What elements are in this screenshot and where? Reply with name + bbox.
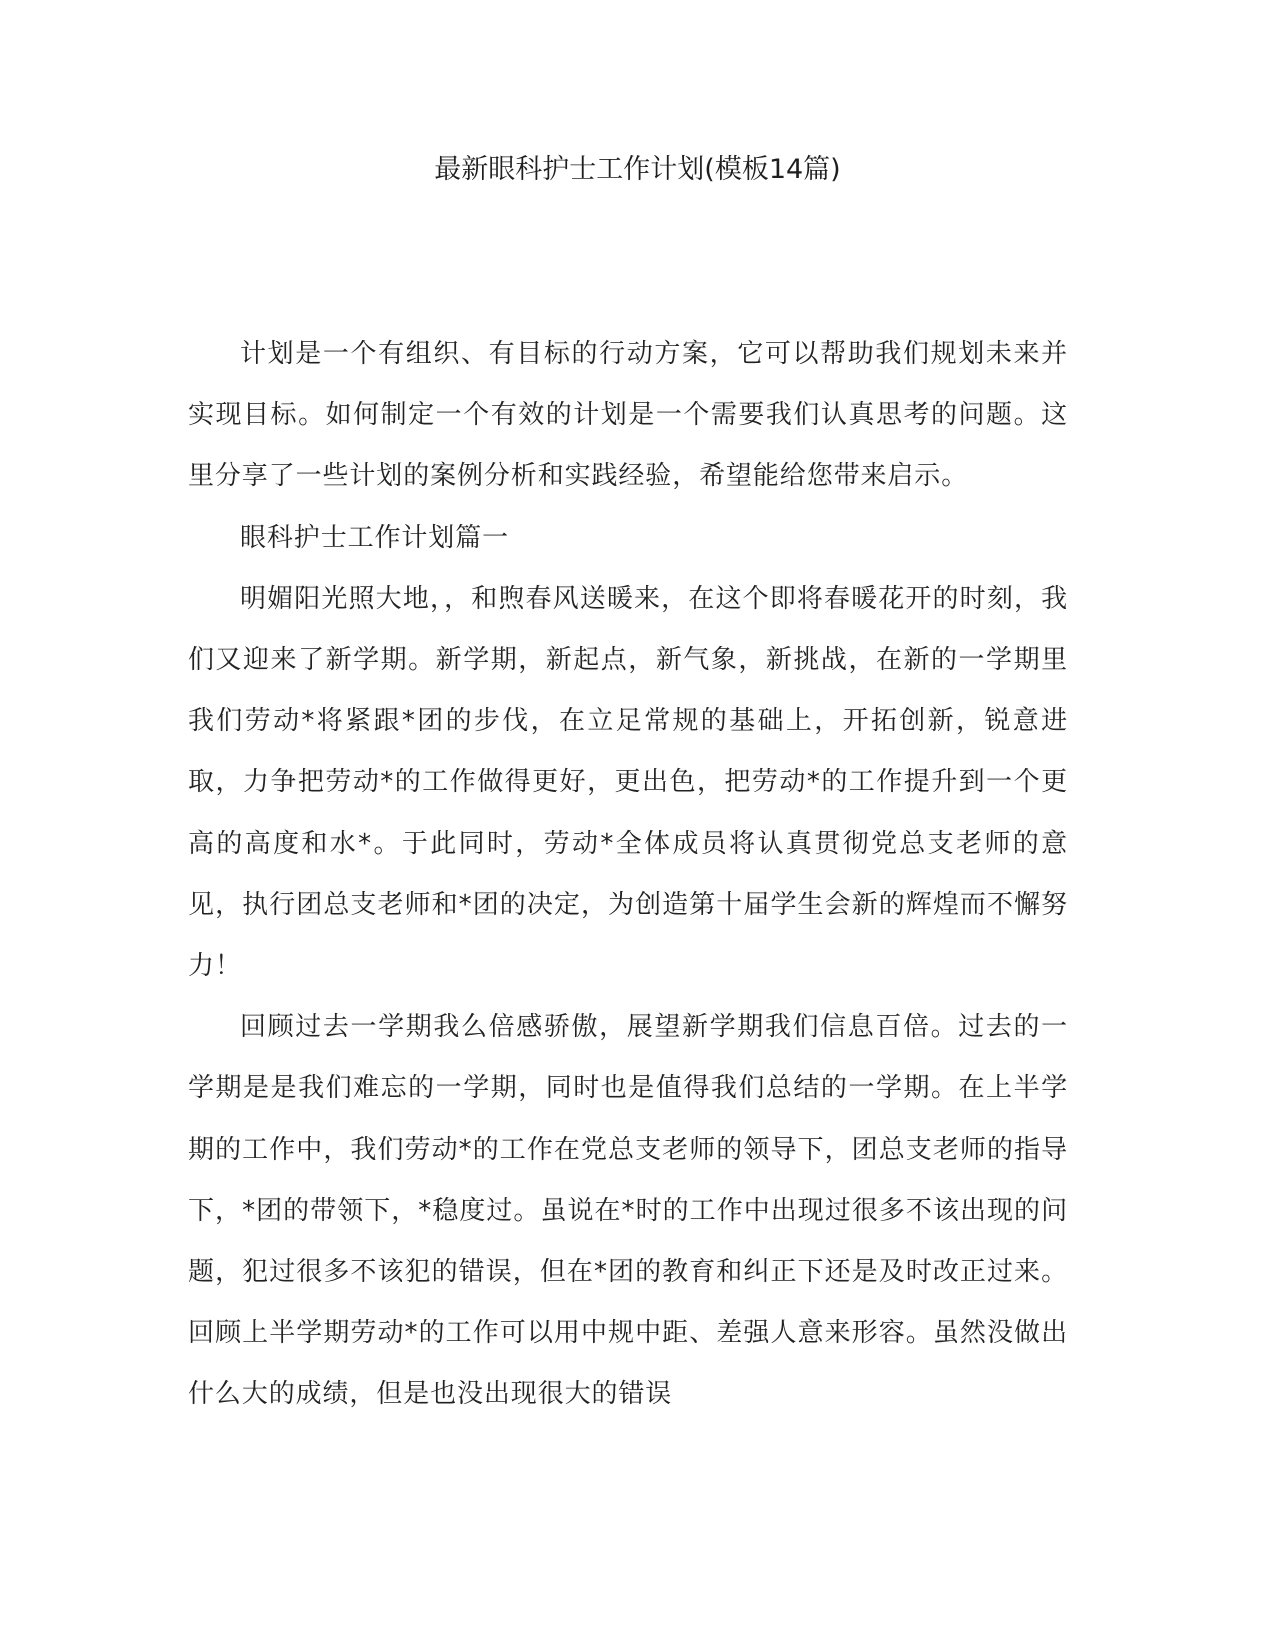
section-heading: 眼科护士工作计划篇一 [240, 522, 510, 553]
document-title: 最新眼科护士工作计划(模板14篇) [434, 154, 841, 185]
document-body [188, 324, 1068, 1426]
body-paragraph: 回顾过去一学期我么倍感骄傲，展望新学期我们信息百倍。过去的一学期是是我们难忘的一学期，同时也是值得我们总结的一学期。在上半学期的工作中，我们劳动*的工作在党总支老师的领导下，团总支老师的指导下，*团的带领下，*稳度过。虽说在*时的工作中出现过很多不该出现的问题，犯过很多不该犯的错误，但在*团的教育和纠正下还是及时改正过来。回顾上半学期劳动*的工作可以用中规中距、差强人意来形容。虽然没做出什么大的成绩，但是也没出现很大的错误 [188, 1012, 1068, 1410]
body-paragraph: 明媚阳光照大地，，和煦春风送暖来，在这个即将春暖花开的时刻，我们又迎来了新学期。新学期，新起点，新气象，新挑战，在新的一学期里我们劳动*将紧跟*团的步伐，在立足常规的基础上，开拓创新，锐意进取，力争把劳动*的工作做得更好，更出色，把劳动*的工作提升到一个更高的高度和水*。于此同时，劳动*全体成员将认真贯彻党总支老师的意见，执行团总支老师和*团的决定，为创造第十届学生会新的辉煌而不懈努力！ [188, 583, 1068, 982]
intro-paragraph: 计划是一个有组织、有目标的行动方案，它可以帮助我们规划未来并实现目标。如何制定一个有效的计划是一个需要我们认真思考的问题。这里分享了一些计划的案例分析和实践经验，希望能给您带来启示。 [188, 339, 1068, 492]
